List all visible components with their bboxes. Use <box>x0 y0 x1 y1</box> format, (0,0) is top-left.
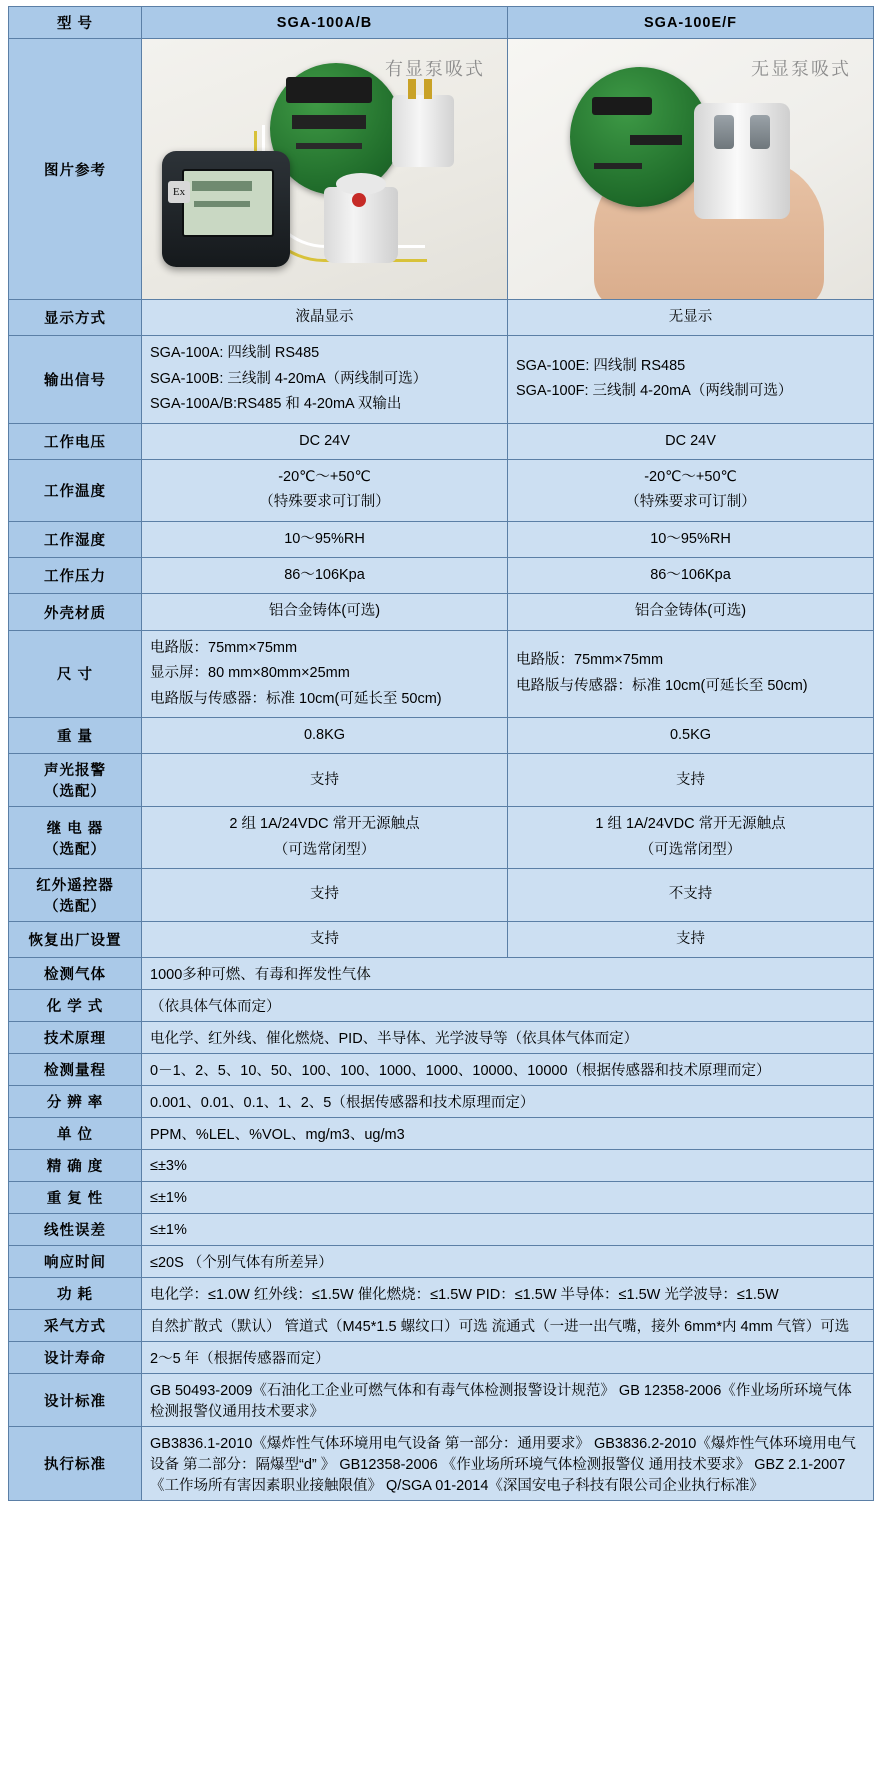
cell-relay-ab: 2 组 1A/24VDC 常开无源触点 （可选常闭型） <box>142 807 508 869</box>
product-photo-ab-cell <box>142 39 508 300</box>
row-label-humidity: 工作湿度 <box>9 521 142 557</box>
sensor-probe-graphic <box>324 187 398 263</box>
table-row-images <box>9 39 874 300</box>
row-label-chemical-formula: 化 学 式 <box>9 990 142 1022</box>
display-meter-graphic: Ex <box>162 151 290 267</box>
cell-weight-ef: 0.5KG <box>508 717 874 753</box>
cell-factory-reset-ef: 支持 <box>508 922 874 958</box>
table-row-measuring-range <box>9 1054 874 1086</box>
table-row-audible-alarm <box>9 754 874 807</box>
column-header-model-ef: SGA-100E/F <box>508 7 874 39</box>
row-label-design-standard: 设计标准 <box>9 1374 142 1427</box>
row-label-unit: 单 位 <box>9 1118 142 1150</box>
specification-table <box>8 6 874 1501</box>
row-label-design-life: 设计寿命 <box>9 1342 142 1374</box>
row-label-dimensions: 尺 寸 <box>9 630 142 717</box>
row-label-factory-reset: 恢复出厂设置 <box>9 922 142 958</box>
table-row-header <box>9 7 874 39</box>
sensor-cylinder-graphic <box>392 95 454 167</box>
photo-caption-ef: 无显泵吸式 <box>751 59 851 79</box>
row-label-response-time: 响应时间 <box>9 1246 142 1278</box>
table-row-design-life <box>9 1342 874 1374</box>
table-row-chemical-formula <box>9 990 874 1022</box>
row-label-pressure: 工作压力 <box>9 558 142 594</box>
table-row-accuracy <box>9 1150 874 1182</box>
row-label-ir-remote: 红外遥控器 （选配） <box>9 869 142 922</box>
table-row-voltage <box>9 423 874 459</box>
row-label-sampling-method: 采气方式 <box>9 1310 142 1342</box>
cell-display-type-ab: 液晶显示 <box>142 300 508 336</box>
sensor-probe-graphic-ef <box>694 103 790 219</box>
cell-pressure-ef: 86～106Kpa <box>508 558 874 594</box>
cell-linearity-error: ≤±1% <box>142 1214 874 1246</box>
cell-design-standard: GB 50493-2009《石油化工企业可燃气体和有毒气体检测报警设计规范》 GB 12358-2006《作业场所环境气体检测报警仪通用技术要求》 <box>142 1374 874 1427</box>
table-row-repeatability <box>9 1182 874 1214</box>
product-photo-ab <box>142 39 507 299</box>
cell-response-time: ≤20S （个别气体有所差异） <box>142 1246 874 1278</box>
row-label-image-reference: 图片参考 <box>9 39 142 300</box>
row-label-weight: 重 量 <box>9 717 142 753</box>
cell-sampling-method: 自然扩散式（默认） 管道式（M45*1.5 螺纹口）可选 流通式（一进一出气嘴，接外 6mm*内 4mm 气管）可选 <box>142 1310 874 1342</box>
row-label-repeatability: 重 复 性 <box>9 1182 142 1214</box>
cell-voltage-ef: DC 24V <box>508 423 874 459</box>
row-label-voltage: 工作电压 <box>9 423 142 459</box>
cell-technical-principle: 电化学、红外线、催化燃烧、PID、半导体、光学波导等（依具体气体而定） <box>142 1022 874 1054</box>
cell-accuracy: ≤±3% <box>142 1150 874 1182</box>
cell-repeatability: ≤±1% <box>142 1182 874 1214</box>
cell-dimensions-ef: 电路版：75mm×75mm 电路版与传感器：标准 10cm(可延长至 50cm) <box>508 630 874 717</box>
photo-caption-ab: 有显泵吸式 <box>385 59 485 79</box>
cell-dimensions-ab: 电路版：75mm×75mm 显示屏：80 mm×80mm×25mm 电路版与传感器：标准 10cm(可延长至 50cm) <box>142 630 508 717</box>
cell-design-life: 2～5 年（根据传感器而定） <box>142 1342 874 1374</box>
cell-housing-material-ab: 铝合金铸体(可选) <box>142 594 508 630</box>
product-photo-ef-cell <box>508 39 874 300</box>
table-row-ir-remote <box>9 869 874 922</box>
circuit-board-graphic-ef <box>570 67 710 207</box>
row-label-power-consumption: 功 耗 <box>9 1278 142 1310</box>
table-row-resolution <box>9 1086 874 1118</box>
row-label-temperature: 工作温度 <box>9 459 142 521</box>
row-label-output-signal: 输出信号 <box>9 336 142 423</box>
table-row-humidity <box>9 521 874 557</box>
cell-factory-reset-ab: 支持 <box>142 922 508 958</box>
table-row-housing-material <box>9 594 874 630</box>
product-photo-ef <box>508 39 873 299</box>
cell-temperature-ab: -20℃～+50℃ （特殊要求可订制） <box>142 459 508 521</box>
row-label-display-type: 显示方式 <box>9 300 142 336</box>
row-label-technical-principle: 技术原理 <box>9 1022 142 1054</box>
cell-output-signal-ab: SGA-100A: 四线制 RS485 SGA-100B: 三线制 4-20mA（两线制可选） SGA-100A/B:RS485 和 4-20mA 双输出 <box>142 336 508 423</box>
cell-housing-material-ef: 铝合金铸体(可选) <box>508 594 874 630</box>
cell-ir-remote-ef: 不支持 <box>508 869 874 922</box>
table-row-sampling-method <box>9 1310 874 1342</box>
row-label-resolution: 分 辨 率 <box>9 1086 142 1118</box>
cell-chemical-formula: （依具体气体而定） <box>142 990 874 1022</box>
row-label-model: 型 号 <box>9 7 142 39</box>
row-label-relay: 继 电 器 （选配） <box>9 807 142 869</box>
cell-voltage-ab: DC 24V <box>142 423 508 459</box>
cell-audible-alarm-ef: 支持 <box>508 754 874 807</box>
table-row-temperature <box>9 459 874 521</box>
cell-relay-ef: 1 组 1A/24VDC 常开无源触点 （可选常闭型） <box>508 807 874 869</box>
cell-output-signal-ef: SGA-100E: 四线制 RS485 SGA-100F: 三线制 4-20mA（两线制可选） <box>508 336 874 423</box>
table-row-design-standard <box>9 1374 874 1427</box>
cell-audible-alarm-ab: 支持 <box>142 754 508 807</box>
cell-weight-ab: 0.8KG <box>142 717 508 753</box>
cell-ir-remote-ab: 支持 <box>142 869 508 922</box>
table-row-execution-standard <box>9 1427 874 1501</box>
table-row-linearity-error <box>9 1214 874 1246</box>
table-row-relay <box>9 807 874 869</box>
cell-humidity-ab: 10～95%RH <box>142 521 508 557</box>
table-row-pressure <box>9 558 874 594</box>
cell-measuring-range: 0－1、2、5、10、50、100、100、1000、1000、10000、10000（根据传感器和技术原理而定） <box>142 1054 874 1086</box>
table-row-unit <box>9 1118 874 1150</box>
cell-pressure-ab: 86～106Kpa <box>142 558 508 594</box>
table-row-dimensions <box>9 630 874 717</box>
table-row-factory-reset <box>9 922 874 958</box>
cell-unit: PPM、%LEL、%VOL、mg/m3、ug/m3 <box>142 1118 874 1150</box>
cell-execution-standard: GB3836.1-2010《爆炸性气体环境用电气设备 第一部分：通用要求》 GB3836.2-2010《爆炸性气体环境用电气设备 第二部分：隔爆型“d” 》 GB12358-2006 《作业场所环境气体检测报警仪 通用技术要求》 GBZ 2.1-2007 《工作场所有害因素职业接触限值》 Q/SGA 01-2014《深国安电子科技有限公司企业执行标准》 <box>142 1427 874 1501</box>
row-label-accuracy: 精 确 度 <box>9 1150 142 1182</box>
table-row-detected-gas <box>9 958 874 990</box>
row-label-audible-alarm: 声光报警 （选配） <box>9 754 142 807</box>
row-label-linearity-error: 线性误差 <box>9 1214 142 1246</box>
row-label-housing-material: 外壳材质 <box>9 594 142 630</box>
table-row-weight <box>9 717 874 753</box>
table-row-output-signal <box>9 336 874 423</box>
cell-detected-gas: 1000多种可燃、有毒和挥发性气体 <box>142 958 874 990</box>
table-row-display-type <box>9 300 874 336</box>
table-row-technical-principle <box>9 1022 874 1054</box>
cell-temperature-ef: -20℃～+50℃ （特殊要求可订制） <box>508 459 874 521</box>
cell-display-type-ef: 无显示 <box>508 300 874 336</box>
row-label-execution-standard: 执行标准 <box>9 1427 142 1501</box>
table-row-response-time <box>9 1246 874 1278</box>
cell-resolution: 0.001、0.01、0.1、1、2、5（根据传感器和技术原理而定） <box>142 1086 874 1118</box>
row-label-detected-gas: 检测气体 <box>9 958 142 990</box>
cell-power-consumption: 电化学：≤1.0W 红外线：≤1.5W 催化燃烧：≤1.5W PID：≤1.5W 半导体：≤1.5W 光学波导：≤1.5W <box>142 1278 874 1310</box>
row-label-measuring-range: 检测量程 <box>9 1054 142 1086</box>
cell-humidity-ef: 10～95%RH <box>508 521 874 557</box>
table-row-power-consumption <box>9 1278 874 1310</box>
column-header-model-ab: SGA-100A/B <box>142 7 508 39</box>
